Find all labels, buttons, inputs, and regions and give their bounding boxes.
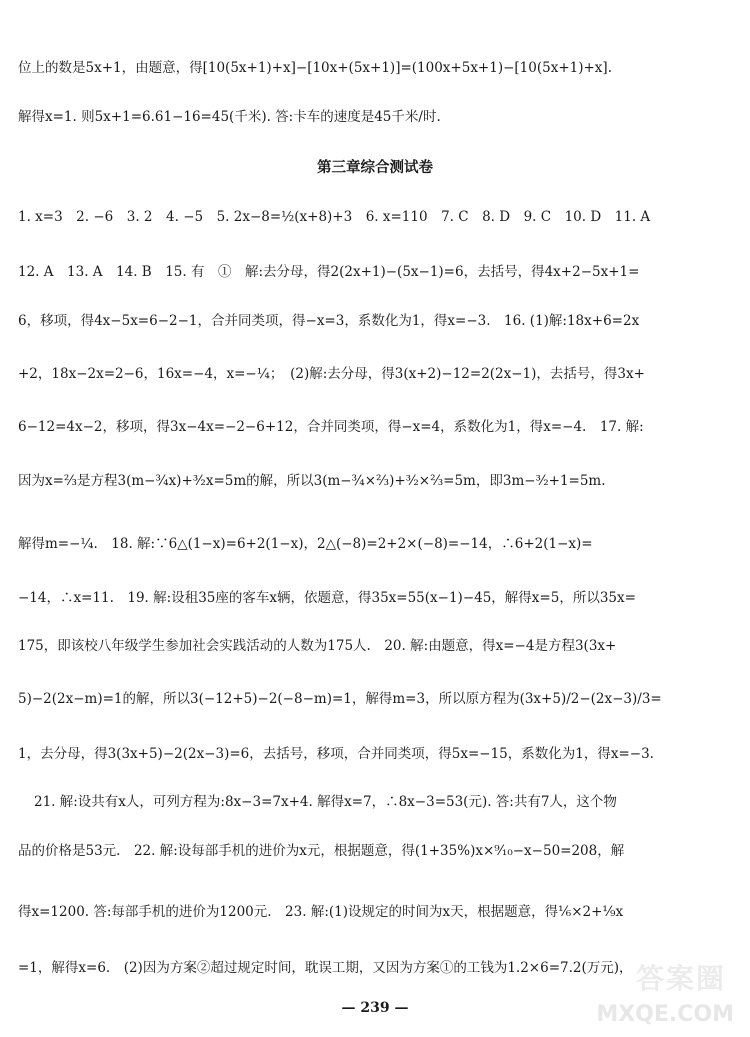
watermark-logo — [594, 961, 744, 1033]
text-line-11: 175，即该校八年级学生参加社会实践活动的人数为175人. 20. 解:由题意，得x=−4是方程3(3x+ — [18, 638, 617, 654]
text-line-1: 位上的数是5x+1，由题意，得[10(5x+1)+x]−[10x+(5x+1)]=(100x+5x+1)−[10(5x+1)+x]. — [18, 60, 612, 76]
text-line-3: 1. x=3 2. −6 3. 2 4. −5 5. 2x−8=½(x+8)+3 6. x=110 7. C 8. D 9. C 10. D 11. A — [18, 209, 651, 225]
text-line-10: −14，∴x=11. 19. 解:设租35座的客车x辆，依题意，得35x=55(x−1)−45，解得x=5，所以35x= — [18, 590, 636, 606]
watermark-bottom-text: MXQE.COM — [596, 1002, 734, 1027]
text-line-14: 21. 解:设共有x人，可列方程为:8x−3=7x+4. 解得x=7，∴8x−3=53(元). 答:共有7人，这个物 — [34, 794, 617, 810]
text-line-7: 6−12=4x−2，移项，得3x−4x=−2−6+12，合并同类项，得−x=4，系数化为1，得x=−4. 17. 解: — [18, 419, 644, 435]
watermark-top-text: 答案圈 — [635, 962, 726, 995]
text-line-17: =1，解得x=6. (2)因为方案②超过规定时间，耽误工期，又因为方案①的工钱为1.2×6=7.2(万元)， — [18, 960, 633, 976]
text-line-8: 因为x=⅔是方程3(m−¾x)+³⁄₂x=5m的解，所以3(m−¾×⅔)+³⁄₂×⅔=5m，即3m−³⁄₂+1=5m. — [18, 473, 606, 489]
text-line-6: +2，18x−2x=2−6，16x=−4，x=−¼； (2)解:去分母，得3(x+2)−12=2(2x−1)，去括号，得3x+ — [18, 366, 645, 382]
chapter-title: 第三章综合测试卷 — [317, 160, 433, 176]
text-line-9: 解得m=−¼. 18. 解:∵6△(1−x)=6+2(1−x)，2△(−8)=2+2×(−8)=−14，∴6+2(1−x)= — [18, 536, 593, 552]
text-line-15: 品的价格是53元. 22. 解:设每部手机的进价为x元，根据题意，得(1+35%)x×⁹⁄₁₀−x−50=208，解 — [18, 843, 625, 859]
text-line-12: 5)−2(2x−m)=1的解，所以3(−12+5)−2(−8−m)=1，解得m=3，所以原方程为(3x+5)/2−(2x−3)/3= — [18, 691, 662, 707]
page-number: — 239 — — [341, 1000, 409, 1016]
text-line-5: 6，移项，得4x−5x=6−2−1，合并同类项，得−x=3，系数化为1，得x=−3. 16. (1)解:18x+6=2x — [18, 313, 640, 329]
text-line-4: 12. A 13. A 14. B 15. 有 ① 解:去分母，得2(2x+1)−(5x−1)=6，去括号，得4x+2−5x+1= — [18, 264, 640, 280]
text-line-13: 1，去分母，得3(3x+5)−2(2x−3)=6，去括号，移项，合并同类项，得5x=−15，系数化为1，得x=−3. — [18, 746, 654, 762]
text-line-2: 解得x=1. 则5x+1=6.61−16=45(千米). 答:卡车的速度是45千米/时. — [18, 109, 441, 125]
text-line-16: 得x=1200. 答:每部手机的进价为1200元. 23. 解:(1)设规定的时间为x天，根据题意，得⅙×2+⅑x — [18, 904, 624, 920]
